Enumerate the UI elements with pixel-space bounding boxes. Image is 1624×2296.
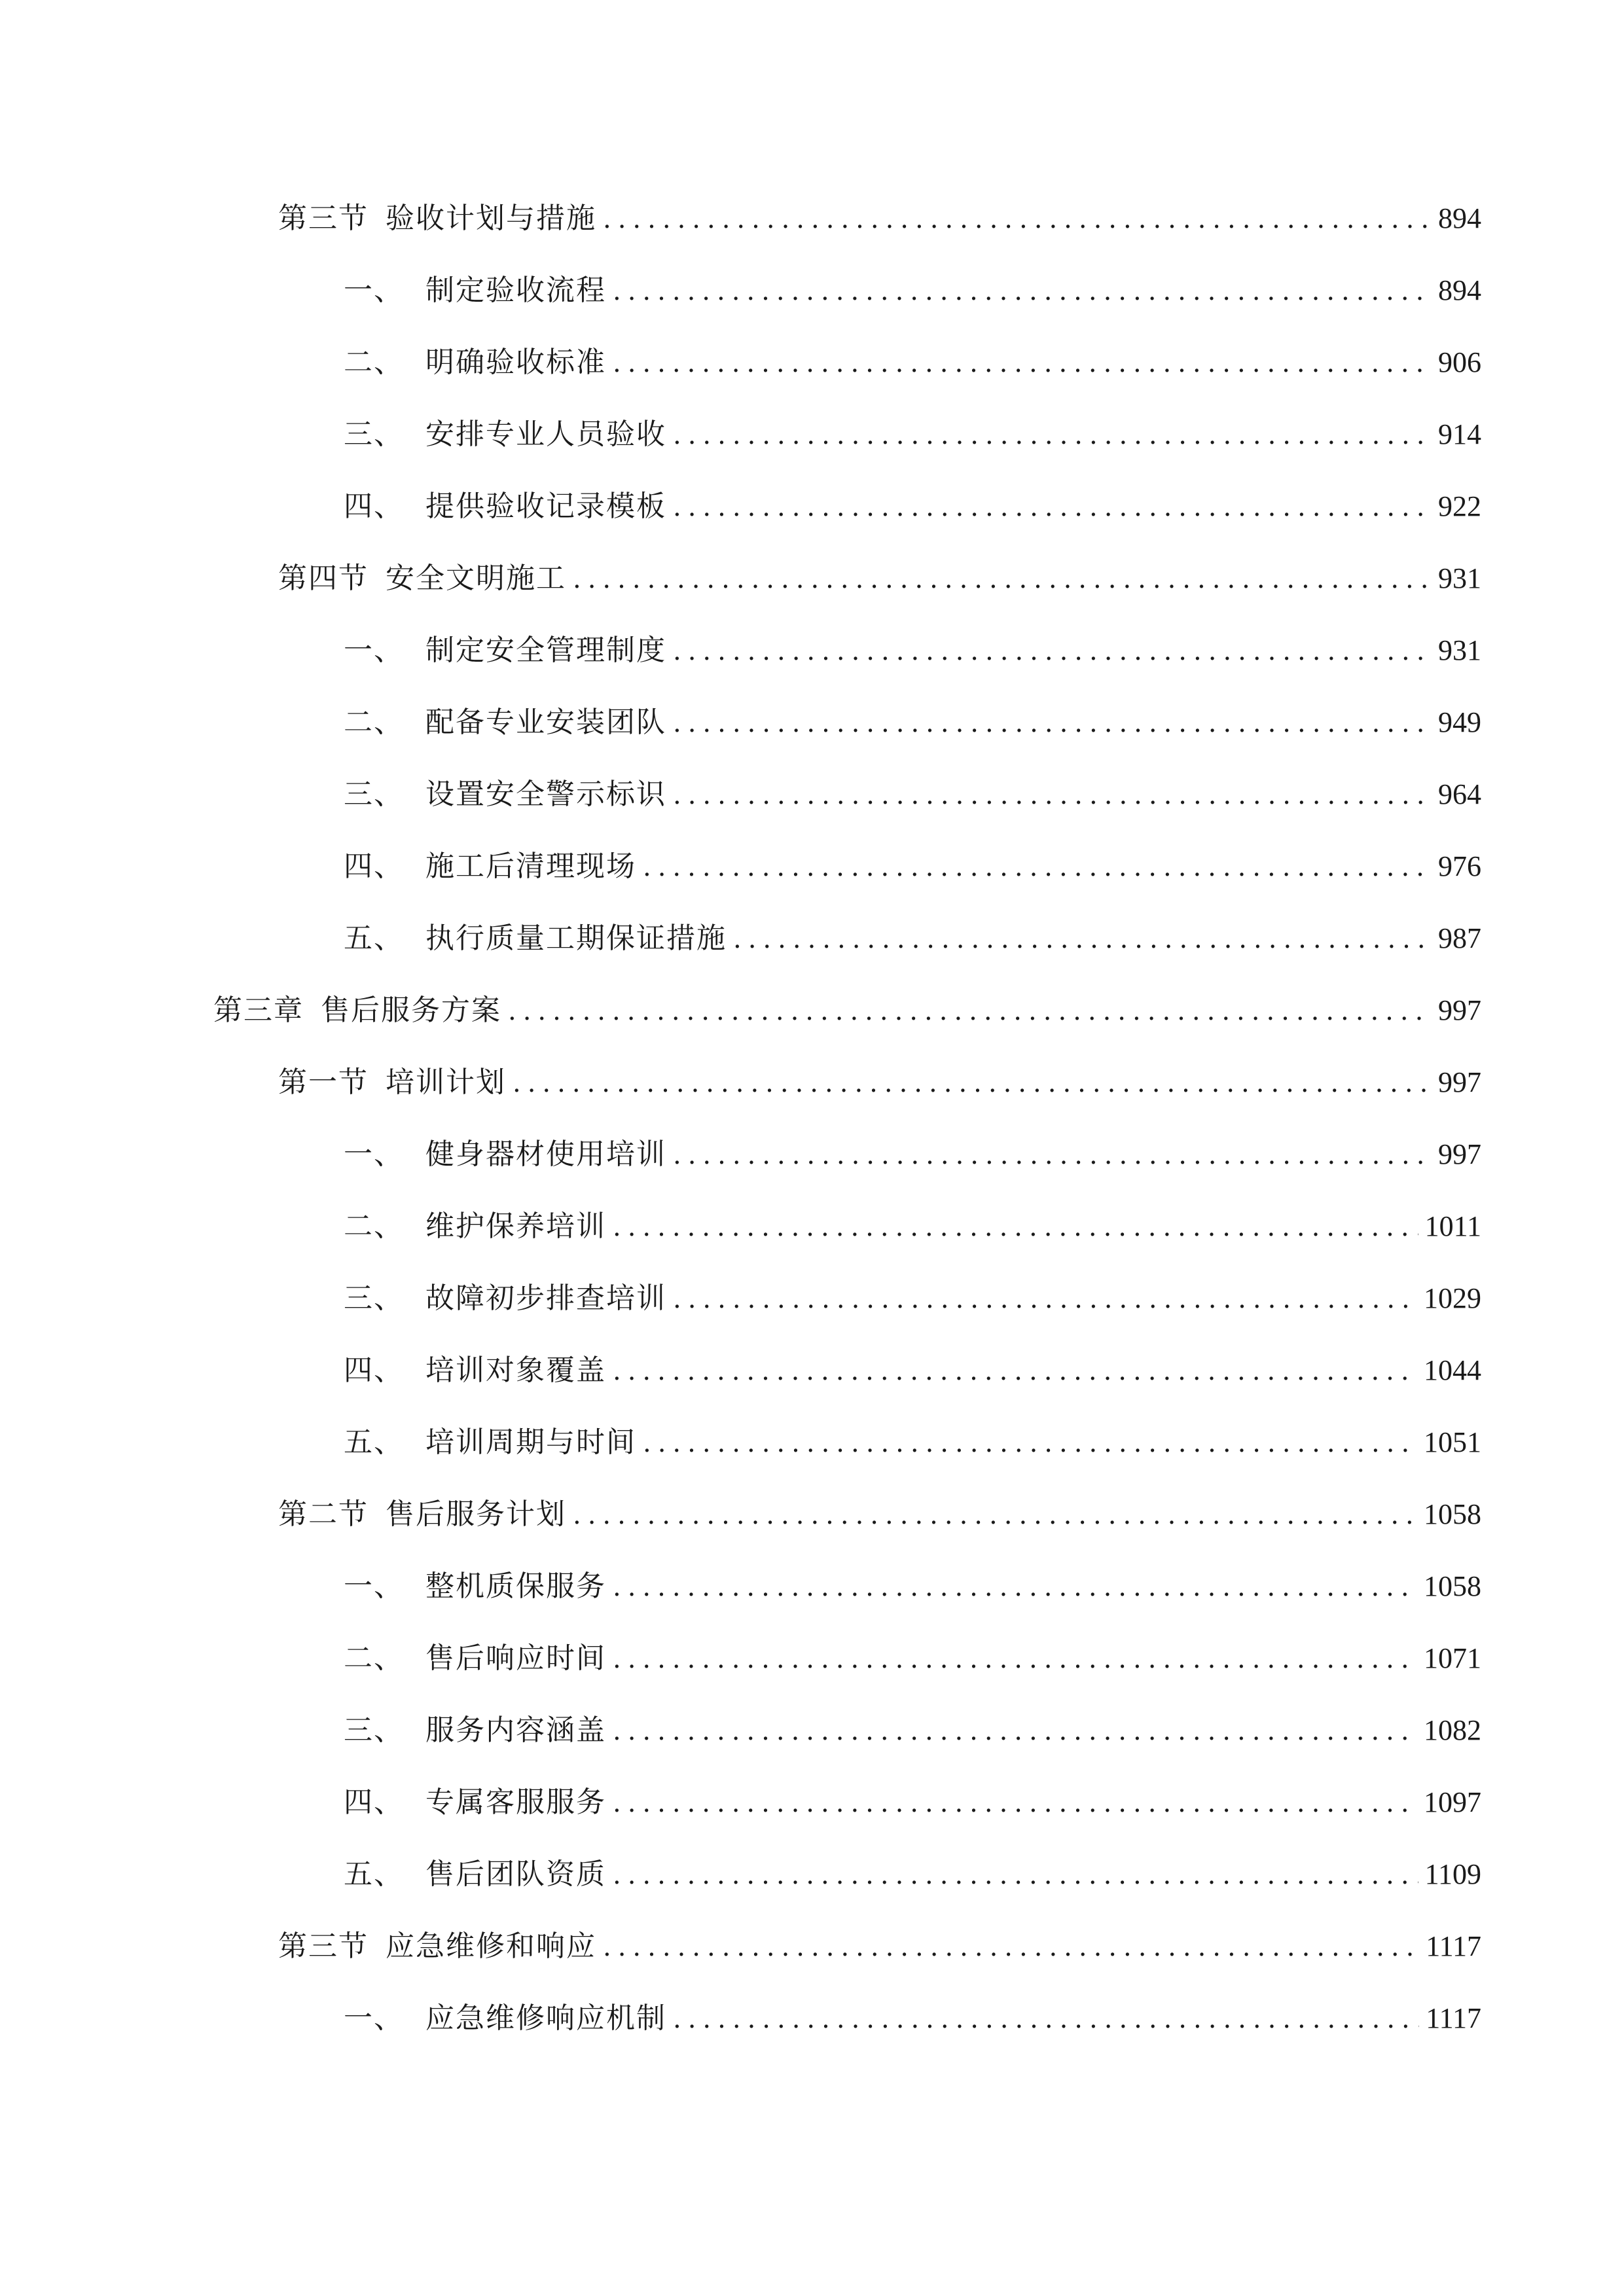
toc-entry-title: 售后团队资质 xyxy=(425,1857,606,1891)
toc-leader-dots xyxy=(673,1130,1432,1180)
toc-leader-dots xyxy=(673,482,1432,532)
toc-entry-number: 一、 xyxy=(344,274,404,307)
toc-entry-page: 1117 xyxy=(1426,2002,1481,2034)
toc-leader-dots xyxy=(643,842,1432,892)
toc-entry-title: 验收计划与措施 xyxy=(386,202,596,235)
toc-entry-number: 五、 xyxy=(344,1426,404,1459)
toc-leader-dots xyxy=(613,1850,1418,1900)
toc-entry-title: 提供验收记录模板 xyxy=(425,490,666,523)
toc-entry[interactable] xyxy=(278,194,1481,243)
toc-entry-number: 五、 xyxy=(344,1857,404,1891)
toc-entry-title: 明确验收标准 xyxy=(425,346,606,379)
toc-leader-dots xyxy=(673,1994,1419,2044)
toc-leader-dots xyxy=(673,698,1432,748)
toc-entry-number: 一、 xyxy=(344,1570,404,1603)
toc-entry-page: 976 xyxy=(1438,850,1481,882)
toc-entry[interactable] xyxy=(344,266,1481,315)
toc-entry[interactable] xyxy=(344,482,1481,531)
toc-leader-dots xyxy=(673,770,1432,820)
toc-entry-number: 一、 xyxy=(344,634,404,667)
toc-entry-number: 第一节 xyxy=(278,1066,369,1099)
toc-entry[interactable] xyxy=(213,986,1481,1035)
toc-leader-dots xyxy=(603,194,1432,244)
toc-entry-title: 健身器材使用培训 xyxy=(425,1138,666,1171)
toc-leader-dots xyxy=(508,986,1432,1036)
toc-entry-number: 四、 xyxy=(344,1354,404,1387)
toc-entry-number: 一、 xyxy=(344,1138,404,1171)
toc-entry-page: 997 xyxy=(1438,1138,1481,1170)
toc-entry-page: 894 xyxy=(1438,202,1481,234)
toc-entry-page: 1051 xyxy=(1424,1426,1481,1458)
toc-entry-page: 1058 xyxy=(1424,1498,1481,1530)
toc-entry-number: 一、 xyxy=(344,2001,404,2035)
toc-entry[interactable] xyxy=(344,1562,1481,1611)
toc-entry[interactable] xyxy=(344,1346,1481,1395)
toc-entry-number: 二、 xyxy=(344,346,404,379)
toc-entry-title: 执行质量工期保证措施 xyxy=(425,922,727,955)
toc-leader-dots xyxy=(673,626,1432,676)
toc-entry-number: 五、 xyxy=(344,922,404,955)
toc-entry-title: 售后服务计划 xyxy=(386,1498,566,1531)
toc-entry[interactable] xyxy=(344,1850,1481,1899)
toc-entry-page: 931 xyxy=(1438,634,1481,666)
toc-entry-number: 二、 xyxy=(344,1210,404,1243)
toc-entry-page: 1011 xyxy=(1424,1210,1481,1242)
toc-entry-page: 997 xyxy=(1438,1066,1481,1098)
toc-entry-title: 整机质保服务 xyxy=(425,1570,606,1603)
toc-entry[interactable] xyxy=(344,1130,1481,1179)
toc-entry[interactable] xyxy=(344,1418,1481,1467)
toc-entry-number: 第二节 xyxy=(278,1498,369,1531)
toc-leader-dots xyxy=(603,1922,1419,1972)
toc-entry-number: 第三章 xyxy=(213,994,304,1027)
toc-entry[interactable] xyxy=(344,626,1481,675)
toc-leader-dots xyxy=(613,266,1432,316)
toc-leader-dots xyxy=(673,410,1432,460)
toc-leader-dots xyxy=(613,1202,1418,1252)
toc-leader-dots xyxy=(613,1706,1417,1756)
toc-entry-page: 931 xyxy=(1438,562,1481,594)
toc-entry-number: 三、 xyxy=(344,1282,404,1315)
toc-entry-number: 第三节 xyxy=(278,202,369,235)
toc-entry-title: 设置安全警示标识 xyxy=(425,778,666,811)
toc-entry[interactable] xyxy=(278,554,1481,603)
toc-entry[interactable] xyxy=(344,1274,1481,1323)
toc-entry-title: 售后服务方案 xyxy=(321,994,501,1027)
toc-entry-page: 1058 xyxy=(1424,1570,1481,1602)
toc-leader-dots xyxy=(573,1490,1417,1540)
toc-entry-page: 922 xyxy=(1438,490,1481,522)
toc-entry-title: 培训对象覆盖 xyxy=(425,1354,606,1387)
toc-entry-page: 906 xyxy=(1438,346,1481,378)
toc-entry-number: 二、 xyxy=(344,1641,404,1675)
toc-entry[interactable] xyxy=(344,338,1481,387)
toc-entry-page: 1044 xyxy=(1424,1354,1481,1386)
toc-entry-page: 894 xyxy=(1438,274,1481,306)
toc-entry-page: 1029 xyxy=(1424,1282,1481,1314)
toc-entry-number: 三、 xyxy=(344,778,404,811)
toc-entry[interactable] xyxy=(344,698,1481,747)
toc-entry-title: 培训周期与时间 xyxy=(425,1426,636,1459)
toc-leader-dots xyxy=(573,554,1432,604)
toc-entry-title: 安全文明施工 xyxy=(386,562,566,595)
toc-entry-page: 1071 xyxy=(1424,1642,1481,1674)
toc-entry[interactable] xyxy=(344,1634,1481,1683)
toc-entry[interactable] xyxy=(344,842,1481,891)
toc-entry-page: 914 xyxy=(1438,418,1481,450)
toc-entry[interactable] xyxy=(278,1922,1481,1971)
toc-entry-number: 第三节 xyxy=(278,1929,369,1963)
toc-entry-number: 三、 xyxy=(344,418,404,451)
toc-entry-title: 安排专业人员验收 xyxy=(425,418,666,451)
toc-entry-title: 应急维修响应机制 xyxy=(425,2001,666,2035)
toc-leader-dots xyxy=(733,914,1432,964)
toc-entry-title: 配备专业安装团队 xyxy=(425,706,666,739)
toc-entry-page: 964 xyxy=(1438,778,1481,810)
toc-entry-title: 培训计划 xyxy=(386,1066,506,1099)
toc-entry[interactable] xyxy=(344,770,1481,819)
toc-entry-number: 第四节 xyxy=(278,562,369,595)
toc-entry[interactable] xyxy=(344,914,1481,963)
toc-entry-number: 四、 xyxy=(344,490,404,523)
toc-entry-page: 987 xyxy=(1438,922,1481,954)
toc-entry-page: 1109 xyxy=(1424,1858,1481,1890)
toc-entry-page: 997 xyxy=(1438,994,1481,1026)
toc-entry-title: 制定安全管理制度 xyxy=(425,634,666,667)
toc-entry-title: 故障初步排查培训 xyxy=(425,1282,666,1315)
toc-entry-page: 1117 xyxy=(1426,1930,1481,1962)
toc-leader-dots xyxy=(673,1274,1417,1324)
toc-leader-dots xyxy=(613,1346,1417,1396)
toc-leader-dots xyxy=(513,1058,1432,1108)
toc-entry-number: 三、 xyxy=(344,1713,404,1747)
toc-entry[interactable] xyxy=(278,1490,1481,1539)
toc-leader-dots xyxy=(643,1418,1417,1468)
toc-entry[interactable] xyxy=(344,1202,1481,1251)
toc-entry-title: 专属客服服务 xyxy=(425,1785,606,1819)
toc-entry-page: 949 xyxy=(1438,706,1481,738)
toc-entry[interactable] xyxy=(344,410,1481,459)
toc-entry[interactable] xyxy=(278,1058,1481,1107)
toc-entry-number: 四、 xyxy=(344,850,404,883)
toc-entry-title: 服务内容涵盖 xyxy=(425,1713,606,1747)
toc-entry-page: 1082 xyxy=(1424,1714,1481,1746)
toc-entry-number: 四、 xyxy=(344,1785,404,1819)
toc-leader-dots xyxy=(613,1634,1417,1684)
toc-entry[interactable] xyxy=(344,1994,1481,2043)
toc-entry-number: 二、 xyxy=(344,706,404,739)
toc-entry-title: 应急维修和响应 xyxy=(386,1929,596,1963)
toc-entry-page: 1097 xyxy=(1424,1786,1481,1818)
toc-entry[interactable] xyxy=(344,1706,1481,1755)
toc-entry-title: 维护保养培训 xyxy=(425,1210,606,1243)
toc-entry-title: 售后响应时间 xyxy=(425,1641,606,1675)
toc-leader-dots xyxy=(613,1562,1417,1612)
toc-leader-dots xyxy=(613,1778,1417,1828)
toc-entry-title: 制定验收流程 xyxy=(425,274,606,307)
toc-entry[interactable] xyxy=(344,1778,1481,1827)
toc-entry-title: 施工后清理现场 xyxy=(425,850,636,883)
toc-leader-dots xyxy=(613,338,1432,388)
